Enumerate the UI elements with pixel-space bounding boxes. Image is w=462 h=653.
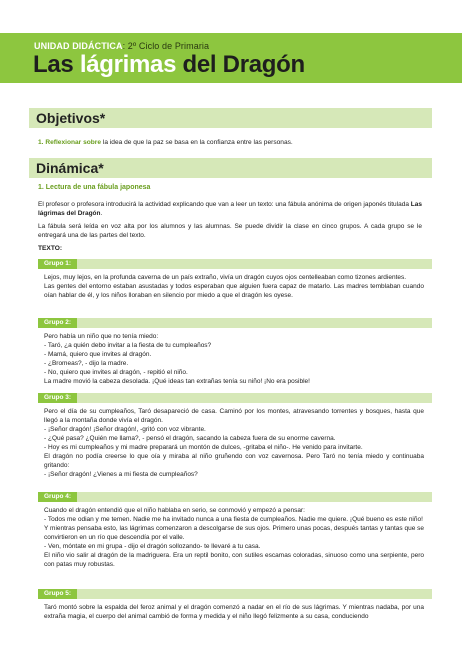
- grupo-5-label: Grupo 5:: [38, 589, 77, 599]
- grupo-4-line: - Ven, móntate en mi grupa - dijo el dragón sollozando- te llevaré a tu casa.: [44, 543, 261, 550]
- grupo-4-text: [44, 506, 424, 569]
- grupo-5-text: [44, 603, 424, 621]
- grupo-3-line: - ¡Señor dragón! ¡Señor dragón!, -gritó con voz vibrante.: [44, 426, 206, 433]
- dinamica-subheading: 1. Lectura de una fábula japonesa: [38, 184, 151, 191]
- objetivos-heading-bar: [29, 108, 432, 128]
- grupo-2-label: Grupo 2:: [38, 318, 77, 328]
- grupo-4-line: Y mientras pensaba esto, las lágrimas comenzaron a descolgarse de sus ojos. Primero unas pocas, después tantas y tantas que se convirtieron en un río que descendía por el valle.: [44, 525, 426, 541]
- grupo-2-line: - Mamá, quiero que invites al dragón.: [44, 351, 152, 358]
- grupo-4-bar: [38, 492, 432, 502]
- grupo-3-label: Grupo 3:: [38, 393, 77, 403]
- dinamica-heading-bar: [29, 158, 432, 178]
- grupo-2-line: - No, quiero que invites al dragón, - repitió el niño.: [44, 369, 188, 376]
- cycle-label: : 2º Ciclo de Primaria: [122, 41, 210, 51]
- grupo-3-line: El dragón no podía creerse lo que oía y miraba al niño gruñendo con voz cavernosa. Pero Taró no tenía miedo y continuaba gritando:: [44, 453, 426, 469]
- grupo-1-text: [44, 273, 424, 300]
- unit-subtitle: [34, 41, 209, 51]
- objetivo-num: 1. Reflexionar sobre: [38, 139, 102, 146]
- objetivo-text: la idea de que la paz se basa en la confianza entre las personas.: [101, 139, 293, 146]
- objetivos-heading: Objetivos*: [36, 110, 106, 126]
- grupo-3-line: - ¡Señor dragón! ¿Vienes a mi fiesta de cumpleaños?: [44, 471, 198, 478]
- grupo-4-label: Grupo 4:: [38, 492, 77, 502]
- unit-label: UNIDAD DIDÁCTICA: [34, 41, 123, 51]
- page-title: [33, 51, 305, 79]
- title-highlight: lágrimas: [79, 51, 177, 78]
- grupo-1-label: Grupo 1:: [38, 259, 77, 269]
- grupo-3-line: - Hoy es mi cumpleaños y mi madre preparará un montón de dulces, -gritaba el niño-. He venido para invitarte.: [44, 444, 363, 451]
- grupo-3-line: - ¿Qué pasa? ¿Quién me llama?, - pensó el dragón, sacando la cabeza fuera de su enorme caverna.: [44, 435, 336, 442]
- texto-label: TEXTO:: [38, 245, 63, 252]
- grupo-4-line: Cuando el dragón entendió que el niño hablaba en serio, se conmovió y empezó a pensar:: [44, 507, 305, 514]
- title-part1: Las: [33, 51, 80, 78]
- grupo-5-bar: [38, 589, 432, 599]
- grupo-3-line: Pero el día de su cumpleaños, Taró desapareció de casa. Caminó por los montes, atravesando torrentes y bosques, hasta que llegó a la montaña donde vivía el dragón.: [44, 408, 426, 424]
- grupo-2-text: [44, 332, 424, 386]
- grupo-2-line: - ¿Bromeas?, - dijo la madre.: [44, 360, 129, 367]
- grupo-5-line: Taró montó sobre la espalda del feroz animal y el dragón comenzó a nadar en el río de sus lágrimas. Y mientras nadaba, por una extraña magia, el cuerpo del animal cambió de forma y medida y el niño llegó felizmente a su casa, conduciendo: [44, 604, 426, 620]
- objetivo-item: [38, 139, 293, 146]
- grupo-2-bar: [38, 318, 432, 328]
- grupo-3-text: [44, 407, 424, 479]
- grupo-2-line: La madre movió la cabeza desolada. ¡Qué ideas tan extrañas tenía su niño! ¡No era posible!: [44, 378, 310, 385]
- grupo-1-line: Las gentes del entorno estaban asustadas y todos esperaban que alguien fuera capaz de matarlo. Las madres temblaban cuando oían hablar de él, y los niños lloraban en silencio por miedo a que el dragón les oyese.: [44, 283, 426, 299]
- intro-end: .: [100, 210, 103, 217]
- header: [0, 0, 462, 90]
- groups-paragraph: La fábula será leída en voz alta por los alumnos y las alumnas. Se puede dividir la clase en cinco grupos. A cada grupo se le entregará una de las partes del texto.: [38, 223, 422, 239]
- intro-paragraph: [38, 200, 422, 218]
- title-part2: del Dragón: [176, 51, 305, 78]
- grupo-1-line: Lejos, muy lejos, en la profunda caverna de un país extraño, vivía un dragón cuyos ojos centelleaban como tizones ardientes.: [44, 274, 407, 281]
- intro-text: El profesor o profesora introducirá la actividad explicando que van a leer un texto: una fábula anónima de origen japonés titulada: [38, 201, 411, 208]
- grupo-2-line: - Taró, ¿a quién debo invitar a la fiesta de tu cumpleaños?: [44, 342, 212, 349]
- grupo-2-line: Pero había un niño que no tenía miedo:: [44, 333, 159, 340]
- grupo-4-line: - Todos me odian y me temen. Nadie me ha invitado nunca a una fiesta de cumpleaños. Nadie me quiere. ¡Qué bueno es este niño!: [44, 516, 423, 523]
- grupo-1-bar: [38, 259, 432, 269]
- grupo-3-bar: [38, 393, 432, 403]
- intro-title-ref: Las lágrimas del Dragón: [38, 201, 422, 217]
- dinamica-heading: Dinámica*: [36, 160, 104, 176]
- grupo-4-line: El niño vio salir al dragón de la madriguera. Era un reptil bonito, con sutiles escamas coloradas, sinuoso como una serpiente, pero con patas muy robustas.: [44, 552, 426, 568]
